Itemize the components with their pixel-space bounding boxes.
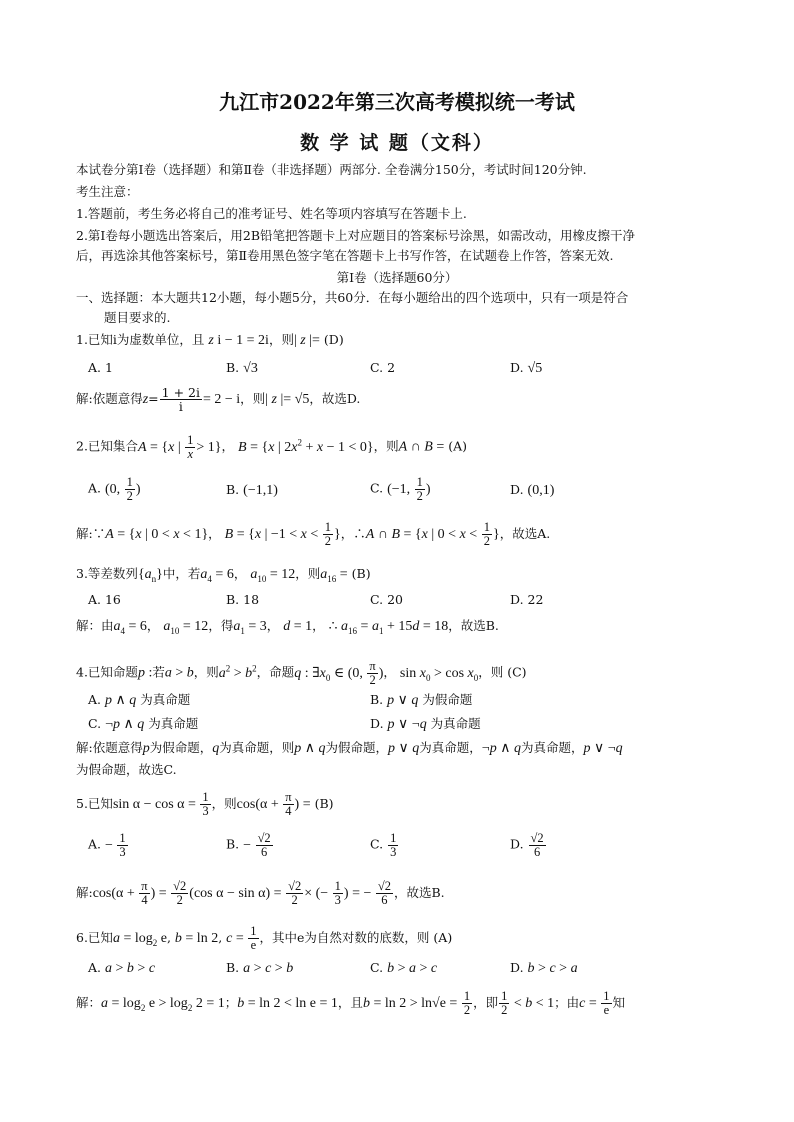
q6-option-b: B. a > c > b [226,960,294,976]
q4-option-d: D. p ∨ ¬q 为真命题 [370,716,481,732]
q2-option-b: B. (−1,1) [226,482,278,498]
q4-options-row1 [88,690,728,714]
q1-option-a: A. 1 [88,360,113,375]
q4-solution-line2: 为假命题，故选C. [76,762,177,777]
q1-option-c: C. 2 [370,360,396,375]
q5-option-d: D. $\frac{√2}{6}$ [510,831,544,859]
q6-answer: (A) [433,930,453,945]
q1-stem [76,332,344,349]
q1-option-d: D. √5 [510,360,543,376]
q4-option-a: A. p ∧ q 为真命题 [88,692,191,708]
q5-option-b: B. − $\frac{√2}{6}$ [226,831,271,859]
q3-option-c: C. 20 [370,592,403,607]
q3-option-b: B. 18 [226,592,260,607]
q2-solution: 解:∵A = {x | 0 < x < 1}， B = {x | −1 < x < $\frac{1}{2}$ }，∴A ∩ B = {x | 0 < x < $\frac{1}{2}$ }，故选A. [76,520,551,549]
q1-solution: 解:依题意得z= $\frac{1 + 2i}{i}$ = 2 − i，则| z |= √5，故选D. [76,385,361,414]
q1-option-b: B. √3 [226,360,258,376]
q2-option-a: A. (0, $\frac{1}{2}$ ) [88,475,141,503]
q6-options [88,960,728,984]
q2-option-d: D. (0,1) [510,482,555,498]
q5-answer: (B) [314,796,334,811]
q6-stem: 6.已知$a = \log_2 e$, b = ln 2, c = $\frac{1}{e}$ ，其中e为自然对数的底数，则 (A) [76,924,453,953]
q2-option-c: C. (−1, $\frac{1}{2}$ ) [370,475,431,503]
q3-stem: 3.等差数列$\{a_n\}$中，若$a_4 = 6$， $a_{10} = 12$，则$a_{16} = (B)$ [76,566,371,584]
q5-option-a: A. − $\frac{1}{3}$ [88,831,126,859]
q1-equation: z [208,333,214,348]
notice-item-2a: 2.第Ⅰ卷每小题选出答案后，用2B铅笔把答题卡上对应题目的答案标号涂黑，如需改动，用橡皮擦干净 [76,228,636,243]
q5-options [88,832,728,866]
q2-stem: 2.已知集合A = {x | $\frac{1}{x}$ > 1}， B = {x | $2x^2 + x - 1 < 0$}，则A ∩ B = (A) [76,432,468,461]
intro-line: 本试卷分第Ⅰ卷（选择题）和第Ⅱ卷（非选择题）两部分. 全卷满分150分，考试时间120分钟. [76,162,587,177]
q2-options [88,476,728,506]
q1-stem-text-b: ，则 [268,332,294,347]
q4-solution-line1: 解:依题意得p为假命题，q为真命题，则p ∧ q为假命题，p ∨ q为真命题，¬p ∧ q为真命题，p ∨ ¬q [76,740,623,756]
section1-heading-a: 一、选择题：本大题共12小题，每小题5分，共60分．在每小题给出的四个选项中，只有一项是符合 [76,290,629,305]
q1-options [88,360,728,384]
part1-heading: 第Ⅰ卷（选择题60分） [336,270,458,285]
q4-answer: (C) [507,664,527,680]
q1-modulus: | z |= [293,333,320,348]
section1-heading-b: 题目要求的. [104,310,171,325]
exam-subtitle: 数 学 试 题（文科） [300,132,494,154]
q1-stem-text-a: 1.已知i为虚数单位，且 [76,332,205,347]
q1-answer: (D) [323,332,344,347]
q6-option-c: C. b > a > c [370,960,438,976]
notice-label: 考生注意： [76,184,139,199]
q5-stem: 5.已知sin α − cos α = $\frac{1}{3}$ ，则cos(α + $\frac{\pi}{4}$ ) = (B) [76,790,334,819]
q6-solution: 解：$a = \log_2 e > \log_2 2 = 1$；b = ln 2 < ln e = 1，且b = ln 2 > ln√e = $\frac{1}{2}$ ，即 $\frac{1}{2}$ < b < 1；由c = $\frac{1}{e}$ 知 [76,989,626,1018]
q3-solution: 解：由$a_4 = 6$， $a_{10} = 12$，得$a_1 = 3$， d = 1， ∴ $a_{16} = a_1 + 15d = 18$，故选B. [76,618,499,636]
exam-title: 九江市2022年第三次高考模拟统一考试 [219,90,575,114]
q5-solution: 解:cos(α + $\frac{\pi}{4}$ ) = $\frac{√2}{2}$ (cos α − sin α) = $\frac{√2}{2}$ × (− $\frac{1}{3}$ ) = − $\frac{√2}{6}$ ，故选B. [76,879,445,908]
notice-item-1: 1.答题前，考生务必将自己的准考证号、姓名等项内容填写在答题卡上. [76,206,467,221]
q6-option-a: A. a > b > c [88,960,156,976]
q6-option-d: D. b > c > a [510,960,578,976]
q2-answer: (A) [448,438,468,454]
q3-answer: (B) [351,566,371,581]
q4-options-row2 [88,714,728,738]
notice-item-2b: 后，再选涂其他答案标号，第Ⅱ卷用黑色签字笔在答题卡上书写作答，在试题卷上作答，答案无效. [76,248,614,263]
q4-option-c: C. ¬p ∧ q 为真命题 [88,716,199,732]
q3-option-d: D. 22 [510,592,544,607]
q3-option-a: A. 16 [88,592,121,607]
q4-stem: 4.已知命题p :若a > b，则$a^2 > b^2$，命题q : $\exists x_0$ ∈ (0, $\frac{\pi}{2}$ )， $\sin x_0 > \cos x_0$，则 (C) [76,658,527,687]
q5-option-c: C. $\frac{1}{3}$ [370,831,397,859]
q4-option-b: B. p ∨ q 为假命题 [370,692,473,708]
q3-options [88,592,728,616]
q1-equation-rest: i − 1 = 2i [213,333,269,348]
